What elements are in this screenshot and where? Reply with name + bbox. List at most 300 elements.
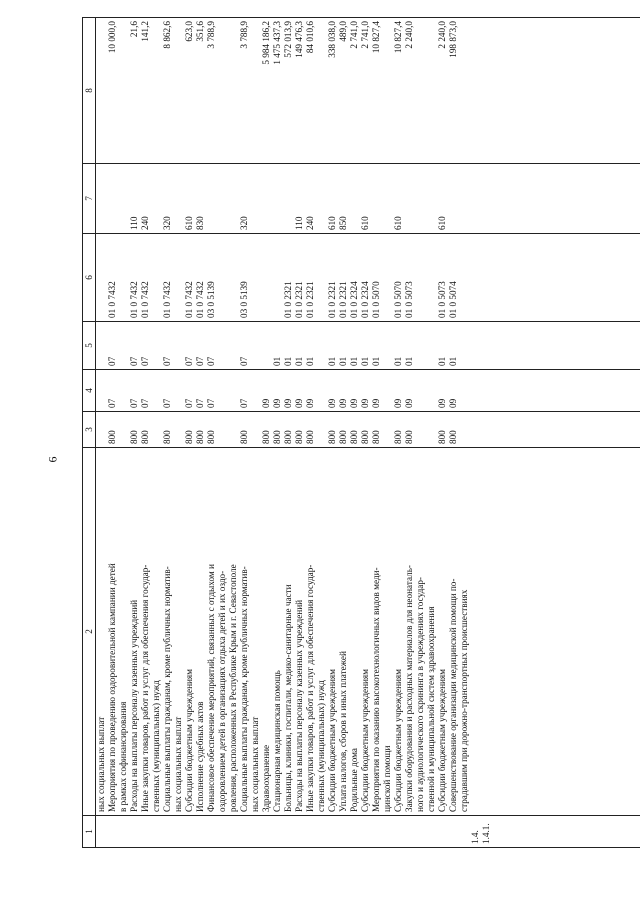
table-line xyxy=(415,325,426,366)
header-cell: 7 xyxy=(83,164,96,234)
column-7-cell xyxy=(96,164,640,234)
table-line xyxy=(415,819,426,844)
table-line xyxy=(217,167,228,230)
table-line xyxy=(173,819,184,844)
table-line: 10 827,4 xyxy=(393,21,403,54)
table-line xyxy=(250,237,261,318)
table-line xyxy=(96,325,107,366)
table-line: 2 741,0 xyxy=(360,21,370,49)
table-line: 2 240,0 xyxy=(437,21,447,49)
table-line: 800 xyxy=(283,430,293,444)
table-line: 07 xyxy=(184,356,194,366)
table-line: 800 xyxy=(184,430,194,444)
header-cell: 4 xyxy=(83,370,96,412)
table-line: 09 xyxy=(448,398,458,408)
table-line xyxy=(118,373,129,408)
table-line xyxy=(415,21,426,160)
table-line xyxy=(591,819,602,844)
table-line xyxy=(459,21,470,160)
table-line: 01 xyxy=(393,356,403,366)
table-line: 01 0 2321 xyxy=(338,281,348,318)
table-line: Иные закупки товаров, работ и услуг для обеспечения государ- xyxy=(305,564,315,812)
table-line: 10 000,0 xyxy=(107,21,117,54)
table-line: 800 xyxy=(206,430,216,444)
table-line: 8 862,6 xyxy=(162,21,172,49)
table-line: 610 xyxy=(437,216,447,230)
table-line: 800 xyxy=(360,430,370,444)
table-line: 110 xyxy=(129,216,139,230)
table-line: Расходы на выплаты персоналу казенных учреждений xyxy=(294,599,304,812)
table-line: 5 984 186,2 xyxy=(261,21,271,65)
table-line: 610 xyxy=(184,216,194,230)
table-line: 01 0 2324 xyxy=(360,281,370,318)
table-line xyxy=(195,819,206,844)
table-line: Субсидии бюджетным учреждениям xyxy=(437,669,447,812)
table-line xyxy=(393,819,404,844)
table-line xyxy=(426,373,437,408)
table-line: 01 xyxy=(360,356,370,366)
table-line: ственной и муниципальной систем здравоохранения xyxy=(426,606,436,812)
table-line xyxy=(624,819,635,844)
table-line xyxy=(283,167,294,230)
table-line xyxy=(459,819,470,844)
table-line: ственных (муниципальных) нужд xyxy=(151,680,161,812)
table-line: 800 xyxy=(393,430,403,444)
table-line xyxy=(415,373,426,408)
table-line: 610 xyxy=(360,216,370,230)
table-line: 610 xyxy=(393,216,403,230)
table-line: 3 788,9 xyxy=(206,21,216,49)
table-line xyxy=(459,167,470,230)
table-line xyxy=(217,415,228,444)
table-line: 07 xyxy=(195,398,205,408)
column-number-lines xyxy=(96,819,640,844)
table-line xyxy=(426,21,437,160)
table-line: 01 xyxy=(349,356,359,366)
table-line xyxy=(294,819,305,844)
table-line xyxy=(118,167,129,230)
table-line: 623,0 xyxy=(184,21,194,42)
table-line xyxy=(404,819,415,844)
table-line: 01 0 7432 xyxy=(195,281,205,318)
column-7-lines xyxy=(96,167,470,230)
table-line: Родильные дома xyxy=(349,748,359,812)
table-line: 800 xyxy=(327,430,337,444)
table-line: 800 xyxy=(195,430,205,444)
table-line xyxy=(228,819,239,844)
table-line: 01 xyxy=(338,356,348,366)
table-line xyxy=(382,819,393,844)
table-line xyxy=(250,21,261,160)
table-line xyxy=(217,819,228,844)
table-line xyxy=(415,237,426,318)
table-line xyxy=(151,819,162,844)
table-line xyxy=(503,819,514,844)
table-line xyxy=(415,415,426,444)
table-line: 07 xyxy=(239,398,249,408)
table-line: 850 xyxy=(338,216,348,230)
table-line: 01 xyxy=(327,356,337,366)
table-line: 800 xyxy=(239,430,249,444)
table-line: 01 xyxy=(371,356,381,366)
column-name-cell xyxy=(96,448,640,816)
table-line xyxy=(437,819,448,844)
table-line xyxy=(371,167,382,230)
table-line xyxy=(272,819,283,844)
table-line: 01 0 2321 xyxy=(283,281,293,318)
table-line xyxy=(426,237,437,318)
table-line xyxy=(459,373,470,408)
table-line: 09 xyxy=(305,398,315,408)
table-line: Социальные выплаты гражданам, кроме публичных норматив- xyxy=(239,566,249,812)
table-line: 2 741,0 xyxy=(349,21,359,49)
header-cell: 2 xyxy=(83,448,96,816)
table-line xyxy=(349,167,360,230)
table-line xyxy=(415,167,426,230)
table-line: 01 xyxy=(305,356,315,366)
table-line: Расходы на выплаты персоналу казенных учреждений xyxy=(129,599,139,812)
table-line: 198 873,0 xyxy=(448,21,458,58)
table-line: Социальные выплаты гражданам, кроме публичных норматив- xyxy=(162,566,172,812)
table-line: 09 xyxy=(261,398,271,408)
table-line: ных социальных выплат xyxy=(173,716,183,812)
table-line: 800 xyxy=(305,430,315,444)
table-line: 21,6 xyxy=(129,21,139,38)
column-name-lines xyxy=(96,451,470,812)
table-line xyxy=(228,237,239,318)
table-line: 07 xyxy=(107,356,117,366)
table-line xyxy=(173,373,184,408)
table-line xyxy=(173,237,184,318)
table-line: 07 xyxy=(140,356,150,366)
table-line: в рамках софинансирования xyxy=(118,701,128,812)
table-line xyxy=(239,819,250,844)
table-line: 338 038,0 xyxy=(327,21,337,58)
table-line xyxy=(228,21,239,160)
table-line xyxy=(140,819,151,844)
table-line xyxy=(96,21,107,160)
table-line: 149 476,3 xyxy=(294,21,304,58)
table-line xyxy=(107,167,118,230)
table-line xyxy=(151,21,162,160)
table-line: Субсидии бюджетным учреждениям xyxy=(393,669,403,812)
table-line: 320 xyxy=(239,216,249,230)
table-line: Мероприятия по проведению оздоровительной кампании детей xyxy=(107,563,117,812)
table-line xyxy=(426,167,437,230)
table-line xyxy=(316,167,327,230)
table-line xyxy=(492,819,503,844)
table-line xyxy=(96,167,107,230)
table-line xyxy=(151,325,162,366)
table-line xyxy=(349,819,360,844)
table-line: 3 788,9 xyxy=(239,21,249,49)
table-line: 01 0 7432 xyxy=(129,281,139,318)
table-line xyxy=(371,819,382,844)
table-line xyxy=(316,325,327,366)
table-line xyxy=(206,819,217,844)
table-line xyxy=(250,373,261,408)
column-5-lines xyxy=(96,325,470,366)
table-line: ного и аудиологического скрининга в учреждениях государ- xyxy=(415,577,425,812)
table-line xyxy=(272,237,283,318)
table-line: 07 xyxy=(162,398,172,408)
table-line xyxy=(96,819,107,844)
table-line: 07 xyxy=(195,356,205,366)
table-line: 09 xyxy=(283,398,293,408)
table-line: 09 xyxy=(371,398,381,408)
table-line: 01 xyxy=(448,356,458,366)
table-line xyxy=(228,167,239,230)
table-line: страдавшим при дорожно-транспортных происшествиях xyxy=(459,589,469,812)
table-line: 830 xyxy=(195,216,205,230)
table-line: Субсидии бюджетным учреждениям xyxy=(360,669,370,812)
column-3-cell xyxy=(96,412,640,448)
table-line xyxy=(382,415,393,444)
table-line: 01 xyxy=(272,356,282,366)
table-line xyxy=(382,21,393,160)
table-line xyxy=(382,237,393,318)
table-line: 800 xyxy=(140,430,150,444)
table-line: 01 0 2324 xyxy=(349,281,359,318)
column-8-cell xyxy=(96,18,640,164)
header-cell: 3 xyxy=(83,412,96,448)
table-line: оздоровлением детей в организациях отдыха детей и их оздо- xyxy=(217,570,227,812)
table-line: 800 xyxy=(107,430,117,444)
table-line: 800 xyxy=(404,430,414,444)
table-line xyxy=(305,819,316,844)
table-line: 01 0 5074 xyxy=(448,281,458,318)
table-line: 07 xyxy=(129,356,139,366)
header-cell: 6 xyxy=(83,234,96,322)
table-line: ственных (муниципальных) нужд xyxy=(316,680,326,812)
table-line: Мероприятия по оказанию высокотехнологичных видов меди- xyxy=(371,567,381,812)
column-3-lines xyxy=(96,415,470,444)
table-line: 07 xyxy=(107,398,117,408)
table-line: 01 0 2321 xyxy=(294,281,304,318)
table-line xyxy=(151,237,162,318)
table-line xyxy=(382,373,393,408)
table-line: 800 xyxy=(437,430,447,444)
table-line xyxy=(217,325,228,366)
table-line: Субсидии бюджетным учреждениям xyxy=(184,669,194,812)
table-line: 572 013,9 xyxy=(283,21,293,58)
table-line xyxy=(316,415,327,444)
table-line xyxy=(107,819,118,844)
table-line xyxy=(316,237,327,318)
table-line: цинской помощи xyxy=(382,745,392,812)
table-line: 01 0 7432 xyxy=(140,281,150,318)
table-line: 07 xyxy=(184,398,194,408)
column-8-lines xyxy=(96,21,470,160)
table-line: 09 xyxy=(437,398,447,408)
table-line xyxy=(184,819,195,844)
table-line xyxy=(459,415,470,444)
table-line xyxy=(426,415,437,444)
header-cell: 1 xyxy=(83,816,96,848)
table-line xyxy=(448,167,459,230)
table-line: 01 0 5073 xyxy=(437,281,447,318)
table-line xyxy=(338,819,349,844)
table-line: ных социальных выплат xyxy=(96,716,106,812)
table-line: Здравоохранение xyxy=(261,744,271,812)
table-line: 01 xyxy=(404,356,414,366)
table-line xyxy=(96,373,107,408)
table-line xyxy=(162,819,173,844)
table-line: Уплата налогов, сборов и иных платежей xyxy=(338,651,348,812)
table-line: 09 xyxy=(294,398,304,408)
table-line: 01 xyxy=(437,356,447,366)
table-line xyxy=(426,325,437,366)
table-line xyxy=(261,237,272,318)
table-line xyxy=(228,325,239,366)
table-line: 240 xyxy=(305,216,315,230)
table-line: 01 0 2321 xyxy=(327,281,337,318)
table-line: Стационарная медицинская помощь xyxy=(272,670,282,812)
rotated-page-content xyxy=(82,18,602,848)
table-line: 07 xyxy=(129,398,139,408)
table-line xyxy=(261,325,272,366)
table-line: 09 xyxy=(338,398,348,408)
table-line: 01 0 5070 xyxy=(371,281,381,318)
table-line xyxy=(547,819,558,844)
table-line xyxy=(217,237,228,318)
column-number-cell xyxy=(96,816,640,848)
table-line: 09 xyxy=(327,398,337,408)
table-line xyxy=(261,167,272,230)
table-line xyxy=(602,819,613,844)
table-line xyxy=(569,819,580,844)
table-row xyxy=(96,18,640,848)
table-line: 351,6 xyxy=(195,21,205,42)
table-line xyxy=(404,167,415,230)
table-line xyxy=(459,325,470,366)
table-line xyxy=(129,819,140,844)
table-line xyxy=(250,167,261,230)
header-cell: 5 xyxy=(83,322,96,370)
table-line: 800 xyxy=(294,430,304,444)
table-line xyxy=(272,167,283,230)
table-line: 09 xyxy=(404,398,414,408)
table-line xyxy=(151,415,162,444)
table-line: 800 xyxy=(448,430,458,444)
table-line xyxy=(118,237,129,318)
table-line xyxy=(261,819,272,844)
table-line: 800 xyxy=(371,430,381,444)
table-line xyxy=(217,21,228,160)
table-line xyxy=(635,819,640,844)
table-line xyxy=(228,373,239,408)
table-line: 09 xyxy=(393,398,403,408)
table-line xyxy=(360,819,371,844)
table-line xyxy=(118,325,129,366)
table-line: 800 xyxy=(261,430,271,444)
table-line: 01 xyxy=(283,356,293,366)
table-line xyxy=(316,21,327,160)
table-line: ровления, расположенных в Республике Крым и г. Севастополе xyxy=(228,564,238,812)
column-4-lines xyxy=(96,373,470,408)
table-line: 09 xyxy=(272,398,282,408)
table-line: ных социальных выплат xyxy=(250,716,260,812)
table-line xyxy=(459,237,470,318)
budget-table xyxy=(82,17,640,848)
table-line: 320 xyxy=(162,216,172,230)
table-line xyxy=(173,167,184,230)
table-line xyxy=(217,373,228,408)
table-line xyxy=(283,819,294,844)
table-line: 110 xyxy=(294,216,304,230)
column-5-cell xyxy=(96,322,640,370)
table-line: 01 0 5070 xyxy=(393,281,403,318)
table-line xyxy=(151,373,162,408)
column-6-lines xyxy=(96,237,470,318)
table-line xyxy=(96,415,107,444)
table-line: Исполнение судебных актов xyxy=(195,701,205,812)
table-line xyxy=(118,415,129,444)
table-line xyxy=(250,325,261,366)
table-line xyxy=(514,819,525,844)
table-line: Финансовое обеспечение мероприятий, связанных с отдыхом и xyxy=(206,564,216,812)
header-row xyxy=(83,18,96,848)
table-line xyxy=(316,373,327,408)
table-line: 489,0 xyxy=(338,21,348,42)
table-line: Больницы, клиники, госпитали, медико-санитарные части xyxy=(283,584,293,812)
table-line xyxy=(151,167,162,230)
table-line: 07 xyxy=(206,356,216,366)
table-line: 800 xyxy=(162,430,172,444)
table-line: 1 475 437,3 xyxy=(272,21,282,65)
table-line: 03 0 5139 xyxy=(239,281,249,318)
table-line xyxy=(382,325,393,366)
table-line xyxy=(558,819,569,844)
table-line: 1.4.1. xyxy=(481,823,491,844)
table-line: 84 010,6 xyxy=(305,21,315,54)
table-line: 10 827,4 xyxy=(371,21,381,54)
table-line: 07 xyxy=(162,356,172,366)
table-line: 2 240,0 xyxy=(404,21,414,49)
table-line: 800 xyxy=(272,430,282,444)
table-line: 141,2 xyxy=(140,21,150,42)
table-line: Субсидии бюджетным учреждениям xyxy=(327,669,337,812)
table-line: 01 xyxy=(294,356,304,366)
page-number: 6 xyxy=(45,456,60,463)
table-line: 01 0 2321 xyxy=(305,281,315,318)
table-line xyxy=(228,415,239,444)
table-line: 01 0 5073 xyxy=(404,281,414,318)
table-line xyxy=(173,21,184,160)
table-line xyxy=(250,415,261,444)
table-line: 800 xyxy=(349,430,359,444)
table-line: 01 0 7432 xyxy=(162,281,172,318)
table-line xyxy=(316,819,327,844)
table-line xyxy=(96,237,107,318)
table-line: 07 xyxy=(206,398,216,408)
table-line xyxy=(536,819,547,844)
column-4-cell xyxy=(96,370,640,412)
table-line xyxy=(448,819,459,844)
table-line xyxy=(327,819,338,844)
table-line xyxy=(173,325,184,366)
table-line: 07 xyxy=(140,398,150,408)
table-line: 01 0 7432 xyxy=(107,281,117,318)
table-line: 01 0 7432 xyxy=(184,281,194,318)
table-line xyxy=(173,415,184,444)
table-line: Совершенствование организации медицинской помощи по- xyxy=(448,578,458,812)
table-line: 800 xyxy=(129,430,139,444)
table-line: 610 xyxy=(327,216,337,230)
table-line: Иные закупки товаров, работ и услуг для обеспечения государ- xyxy=(140,564,150,812)
table-line xyxy=(118,21,129,160)
table-line xyxy=(613,819,624,844)
